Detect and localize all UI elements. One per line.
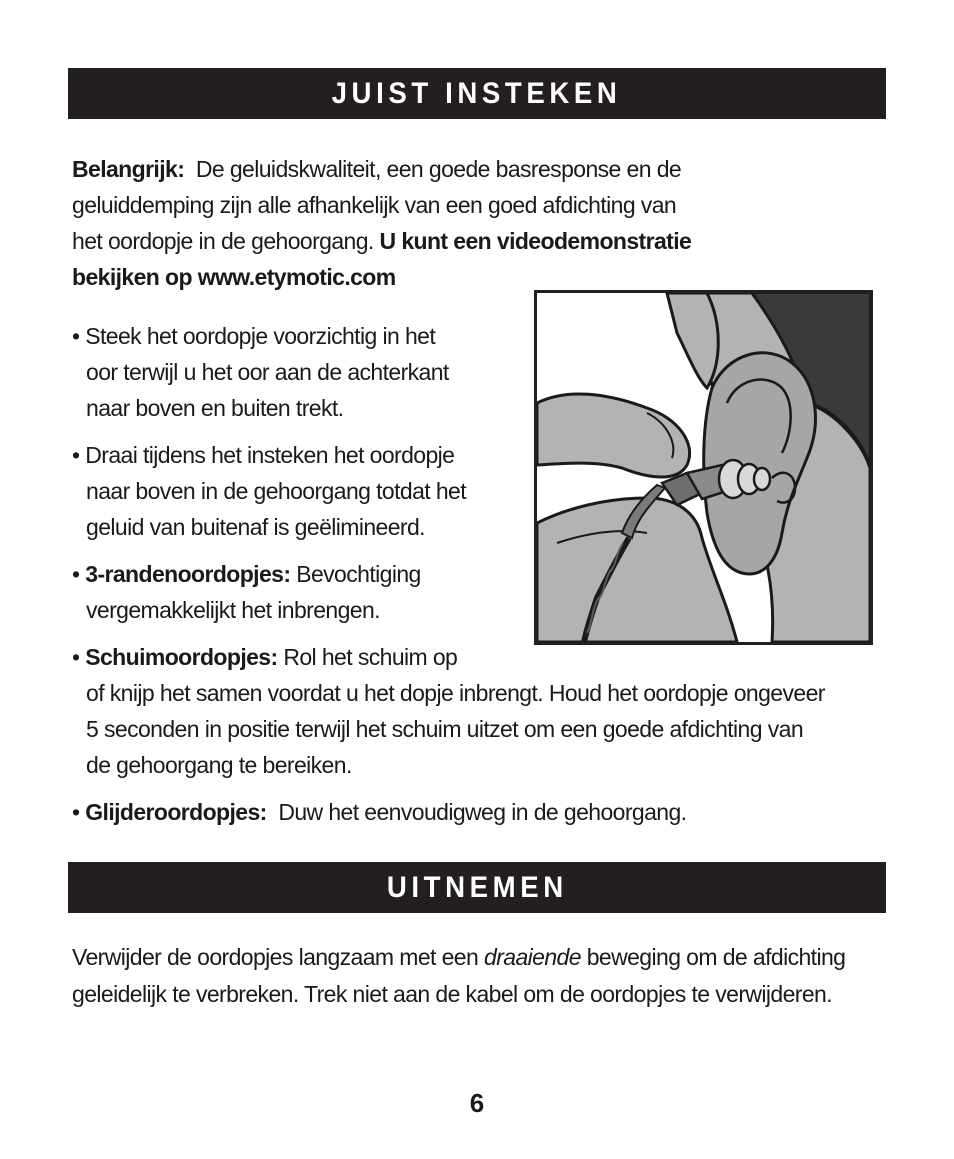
intro-line-2: geluiddemping zijn alle afhankelijk van een goed afdichting van — [72, 192, 677, 218]
bullet-4 — [72, 639, 457, 675]
page-number: 6 — [469, 1088, 485, 1118]
video-link-text: bekijken op www.etymotic.com — [72, 264, 396, 290]
bullet-1-line-2: oor terwijl u het oor aan de achterkant — [86, 359, 449, 385]
intro-line-1 — [72, 151, 681, 187]
section-header-insert — [68, 68, 886, 119]
section-title: JUIST INSTEKEN — [332, 76, 622, 110]
bullet-5 — [72, 794, 686, 830]
remove-text: beweging om de afdichting — [586, 944, 846, 970]
bullet-dot: • — [72, 442, 80, 468]
bullet-dot: • — [72, 323, 80, 349]
intro-line-4 — [72, 259, 396, 295]
intro-text: het oordopje in de gehoorgang. — [72, 228, 374, 254]
remove-text: Verwijder de oordopjes langzaam met een — [72, 944, 479, 970]
bullet-2 — [72, 437, 454, 473]
intro-text: De geluidskwaliteit, een goede basresponse en de — [195, 156, 682, 182]
bullet-1-line-3: naar boven en buiten trekt. — [86, 395, 344, 421]
bullet-2-line-3: geluid van buitenaf is geëlimineerd. — [86, 514, 425, 540]
bullet-dot: • — [72, 561, 80, 587]
bullet-text: Duw het eenvoudigweg in de gehoorgang. — [278, 799, 687, 825]
bullet-label: Schuimoordopjes: — [85, 644, 278, 670]
bullet-3 — [72, 556, 421, 592]
bullet-text: Draai tijdens het insteken het oordopje — [85, 442, 455, 468]
bullet-4-line-4: de gehoorgang te bereiken. — [86, 752, 352, 778]
remove-emphasis: draaiende — [484, 944, 581, 970]
section-title: UITNEMEN — [386, 870, 568, 904]
remove-line-1 — [72, 939, 845, 975]
bullet-text: Bevochtiging — [296, 561, 421, 587]
bullet-text: Steek het oordopje voorzichtig in het — [85, 323, 436, 349]
bullet-text: Rol het schuim op — [283, 644, 458, 670]
bullet-1 — [72, 318, 435, 354]
bullet-label: 3-randenoordopjes: — [85, 561, 291, 587]
section-header-remove — [68, 862, 886, 913]
bullet-4-line-2: of knijp het samen voordat u het dopje inbrengt. Houd het oordopje ongeveer — [86, 680, 825, 706]
intro-line-3 — [72, 223, 691, 259]
bullet-dot: • — [72, 799, 80, 825]
bullet-2-line-2: naar boven in de gehoorgang totdat het — [86, 478, 467, 504]
ear-insertion-illustration — [534, 290, 873, 645]
bullet-4-line-3: 5 seconden in positie terwijl het schuim uitzet om een goede afdichting van — [86, 716, 804, 742]
bullet-3-line-2: vergemakkelijkt het inbrengen. — [86, 597, 380, 623]
ear-illustration-icon — [537, 293, 870, 642]
bullet-label: Glijderoordopjes: — [85, 799, 267, 825]
remove-line-2: geleidelijk te verbreken. Trek niet aan de kabel om de oordopjes te verwijderen. — [72, 981, 833, 1007]
video-note: U kunt een videodemonstratie — [379, 228, 692, 254]
intro-label: Belangrijk: — [72, 156, 185, 182]
bullet-dot: • — [72, 644, 80, 670]
